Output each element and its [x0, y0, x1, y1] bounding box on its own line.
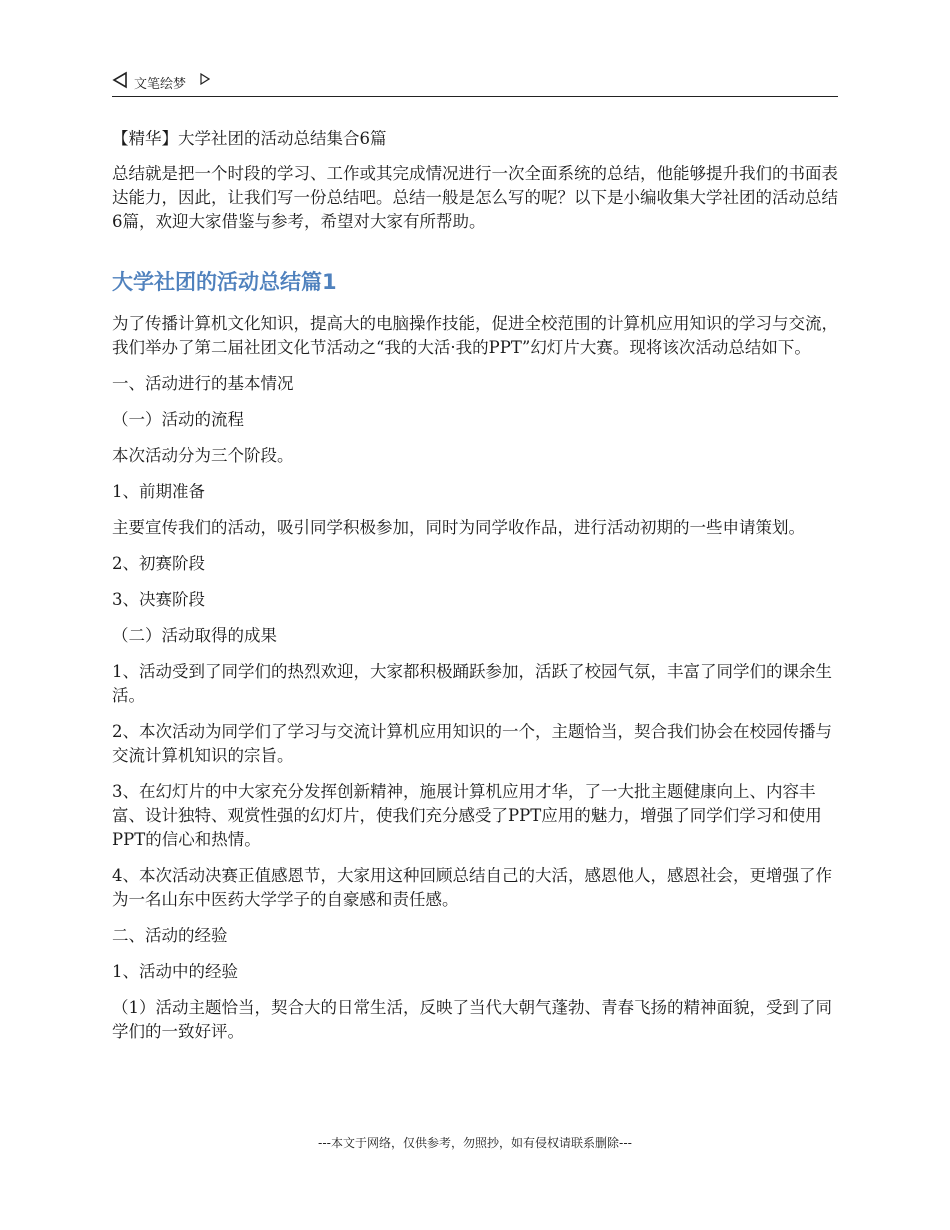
- paragraph: 为了传播计算机文化知识，提高大的电脑操作技能，促进全校范围的计算机应用知识的学习与交流，我们举办了第二届社团文化节活动之“我的大活·我的PPT”幻灯片大赛。现将该次活动总结如下。: [112, 314, 838, 357]
- paragraph: 4、本次活动决赛正值感恩节，大家用这种回顾总结自己的大活，感恩他人，感恩社会，更增强了作为一名山东中医药大学学子的自豪感和责任感。: [112, 866, 832, 909]
- paragraph: 1、前期准备: [112, 482, 205, 501]
- paragraph: 2、本次活动为同学们了学习与交流计算机应用知识的一个，主题恰当，契合我们协会在校园传播与交流计算机知识的宗旨。: [112, 722, 832, 765]
- paragraph: 本次活动分为三个阶段。: [112, 446, 294, 465]
- paragraph: 二、活动的经验: [112, 926, 228, 945]
- paragraph: 3、在幻灯片的中大家充分发挥创新精神，施展计算机应用才华，了一大批主题健康向上、内容丰富、设计独特、观赏性强的幻灯片，使我们充分感受了PPT应用的魅力，增强了同学们学习和使用PPT的信心和热情。: [112, 782, 822, 849]
- header-brand: 文笔绘梦: [134, 77, 187, 92]
- paragraph: 1、活动中的经验: [112, 962, 238, 981]
- paragraph: 3、决赛阶段: [112, 590, 205, 609]
- document-title: 【精华】大学社团的活动总结集合6篇: [112, 129, 387, 148]
- page-footer: ---本文于网络，仅供参考，勿照抄，如有侵权请联系删除---: [318, 1136, 632, 1150]
- page-header: [112, 68, 838, 97]
- triangle-left-outline-icon: [112, 71, 128, 89]
- paragraph: （1）活动主题恰当，契合大的日常生活，反映了当代大朝气蓬勃、青春飞扬的精神面貌，受到了同学们的一致好评。: [112, 998, 832, 1041]
- paragraph: 1、活动受到了同学们的热烈欢迎，大家都积极踊跃参加，活跃了校园气氛，丰富了同学们的课余生活。: [112, 662, 832, 705]
- paragraph: 主要宣传我们的活动，吸引同学积极参加，同时为同学收作品，进行活动初期的一些申请策划。: [112, 518, 805, 537]
- paragraph: 2、初赛阶段: [112, 554, 205, 573]
- intro-paragraph: 总结就是把一个时段的学习、工作或其完成情况进行一次全面系统的总结，他能够提升我们的书面表达能力，因此，让我们写一份总结吧。总结一般是怎么写的呢？以下是小编收集大学社团的活动总结6篇，欢迎大家借鉴与参考，希望对大家有所帮助。: [112, 164, 838, 231]
- section-heading: 大学社团的活动总结篇1: [112, 270, 337, 294]
- paragraph: （二）活动取得的成果: [112, 626, 277, 645]
- triangle-right-outline-icon: [200, 73, 210, 85]
- paragraph: 一、活动进行的基本情况: [112, 374, 294, 393]
- section-body: [112, 312, 838, 1056]
- paragraph: （一）活动的流程: [112, 410, 244, 429]
